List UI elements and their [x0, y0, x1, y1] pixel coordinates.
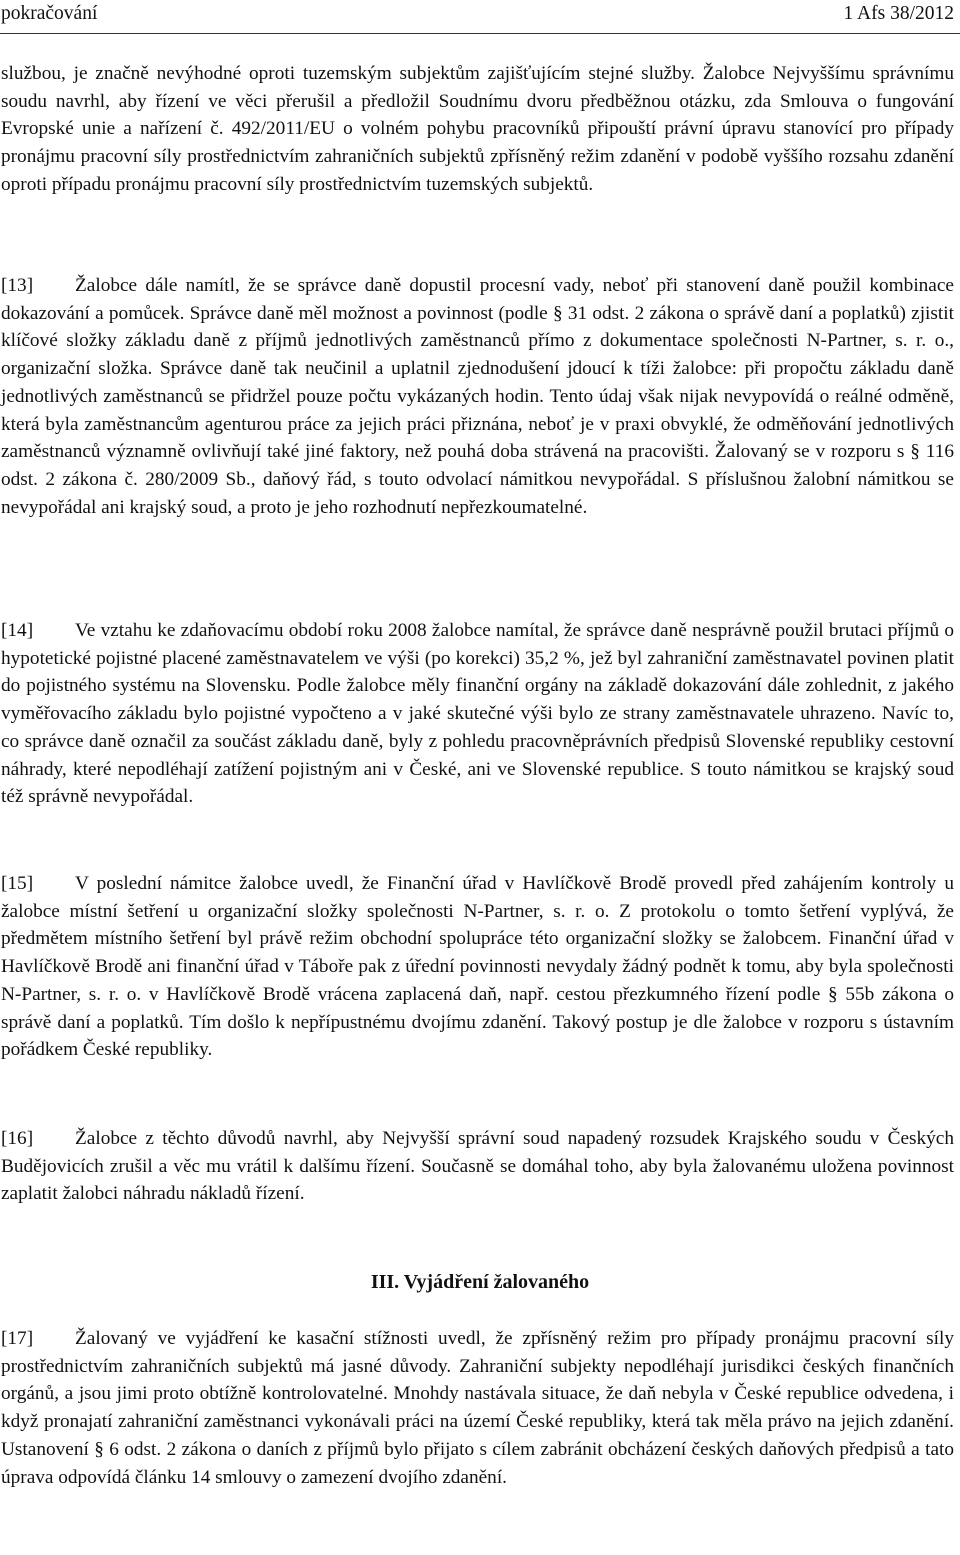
paragraph-13 — [1, 272, 954, 521]
paragraph-14 — [1, 617, 954, 811]
header-divider — [0, 33, 960, 34]
paragraph-text: V poslední námitce žalobce uvedl, že Finanční úřad v Havlíčkově Brodě provedl před zahájením kontroly u žalobce místní šetření u organizační složky společnosti N-Partner, s. r. o. Z protokolu o tomto šetření vyplývá, že předmětem místního šetření byl právě režim obchodní spolupráce této organizační složky se žalobcem. Finanční úřad v Havlíčkově Brodě ani finanční úřad v Táboře pak z úřední povinnosti nevydaly žádný podnět k tomu, aby byla společnosti N-Partner, s. r. o. v Havlíčkově Brodě vrácena zaplacená daň, např. cestou přezkumného řízení podle § 55b zákona o správě daní a poplatků. Tím došlo k nepřípustnému dvojímu zdanění. Takový postup je dle žalobce v rozporu s ústavním pořádkem České republiky. — [1, 873, 954, 1061]
running-header — [0, 0, 954, 30]
paragraph-text: Žalobce z těchto důvodů navrhl, aby Nejvyšší správní soud napadený rozsudek Krajského soudu v Českých Budějovicích zrušil a věc mu vrátil k dalšímu řízení. Současně se domáhal toho, aby byla žalovanému uložena povinnost zaplatit žalobci náhradu nákladů řízení. — [1, 1128, 954, 1205]
header-continuation-label: pokračování — [1, 3, 98, 24]
paragraph-number: [13] — [1, 275, 34, 296]
paragraph-number: [16] — [1, 1128, 34, 1149]
paragraph-number: [15] — [1, 873, 34, 894]
paragraph-text: Žalobce dále namítl, že se správce daně dopustil procesní vady, neboť při stanovení daně použil kombinace dokazování a pomůcek. Správce daně měl možnost a povinnost (podle § 31 odst. 2 zákona o správě daní a poplatků) zjistit klíčové složky základu daně z příjmů jednotlivých zaměstnanců přímo z dokumentace společnosti N-Partner, s. r. o., organizační složka. Správce daně tak neučinil a uplatnil zjednodušení jdoucí k tíži žalobce: při propočtu základu daně jednotlivých zaměstnanců se přidržel pouze počtu vykázaných hodin. Tento údaj však nijak nevypovídá o reálné odměně, která byla zaměstnancům agenturou práce za jejich práci přiznána, neboť je v praxi obvyklé, že odměňování jednotlivých zaměstnanců významně ovlivňují také jiné faktory, než pouhá doba strávená na pracovišti. Žalovaný se v rozporu s § 116 odst. 2 zákona č. 280/2009 Sb., daňový řád, s touto odvolací námitkou nevypořádal. S příslušnou žalobní námitkou se nevypořádal ani krajský soud, a proto je jeho rozhodnutí nepřezkoumatelné. — [1, 275, 954, 518]
intro-paragraph: službou, je značně nevýhodné oproti tuzemským subjektům zajišťujícím stejné služby. Žalobce Nejvyššímu správnímu soudu navrhl, aby řízení ve věci přerušil a předložil Soudnímu dvoru předběžnou otázku, zda Smlouva o fungování Evropské unie a nařízení č. 492/2011/EU o volném pohybu pracovníků připouští právní úpravu stanovící pro případy pronájmu pracovní síly prostřednictvím zahraničních subjektů zpřísněný režim zdanění v podobě vyššího rozsahu zdanění oproti případu pronájmu pracovní síly prostřednictvím tuzemských subjektů. — [1, 63, 954, 195]
case-number: 1 Afs 38/2012 — [843, 3, 954, 24]
paragraph-16 — [1, 1125, 954, 1208]
paragraph-17 — [1, 1325, 954, 1491]
paragraph-text: Ve vztahu ke zdaňovacímu období roku 2008 žalobce namítal, že správce daně nesprávně použil brutaci příjmů o hypotetické pojistné placené zaměstnavatelem ve výši (po korekci) 35,2 %, jež byl zahraniční zaměstnavatel povinen platit do pojistného systému na Slovensku. Podle žalobce měly finanční orgány na základě dokazování dále zohlednit, z jakého vyměřovacího základu bylo pojistné vypočteno a v jaké skutečné výši bylo ze strany zaměstnavatele uhrazeno. Navíc to, co správce daně označil za součást základu daně, byly z pohledu pracovněprávních předpisů Slovenské republiky cestovní náhrady, které nepodléhají zatížení pojistným ani v České, ani ve Slovenské republice. S touto námitkou se krajský soud též správně nevypořádal. — [1, 620, 954, 808]
paragraph-number: [14] — [1, 620, 34, 641]
paragraph-text: Žalovaný ve vyjádření ke kasační stížnosti uvedl, že zpřísněný režim pro případy pronájmu pracovní síly prostřednictvím zahraničních subjektů má jasné důvody. Zahraniční subjekty nepodléhají jurisdikci českých finančních orgánů, a jsou jimi proto obtížně kontrolovatelné. Mnohdy nastávala situace, že daň nebyla v České republice odvedena, i když pronajatí zahraniční zaměstnanci vykonávali práci na území České republiky, která tak měla právo na jejich zdanění. Ustanovení § 6 odst. 2 zákona o daních z příjmů bylo přijato s cílem zabránit obcházení českých daňových předpisů a tato úprava odpovídá článku 14 smlouvy o zamezení dvojího zdanění. — [1, 1328, 954, 1488]
paragraph-number: [17] — [1, 1328, 34, 1349]
paragraph-15 — [1, 870, 954, 1064]
section-heading: III. Vyjádření žalovaného — [370, 1271, 590, 1293]
